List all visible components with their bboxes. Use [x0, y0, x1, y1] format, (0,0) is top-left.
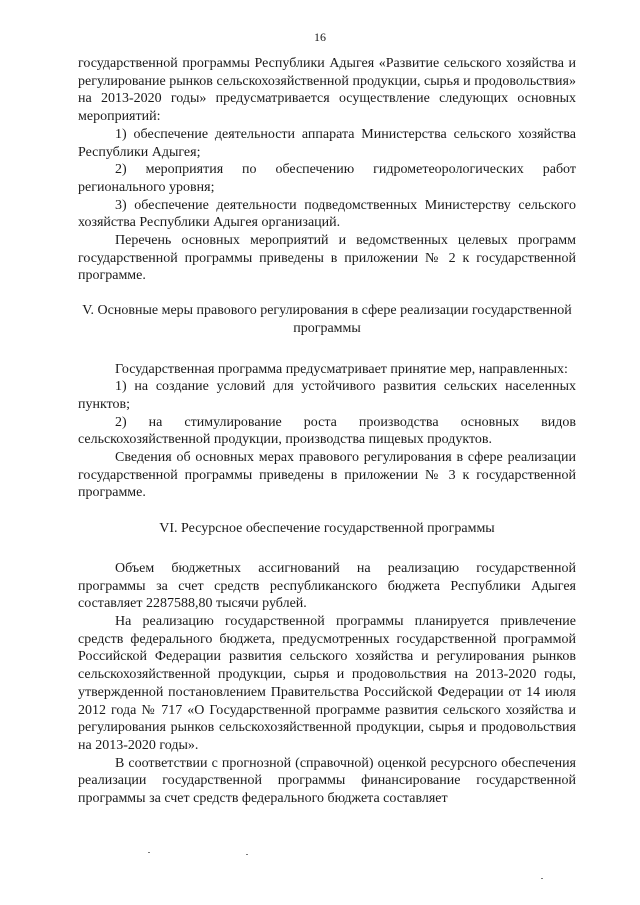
scan-speck — [541, 878, 543, 879]
scan-speck — [148, 852, 150, 853]
section-heading-vi: VI. Ресурсное обеспечение государственной программы — [159, 521, 495, 537]
paragraph-measures-appendix: Перечень основных мероприятий и ведомственных целевых программ государственной программы приведены в приложении № 2 к государственной программе. — [78, 233, 576, 284]
list-item-measure-2: 2) мероприятия по обеспечению гидрометеорологических работ регионального уровня; — [78, 162, 576, 195]
document-body — [78, 55, 576, 808]
paragraph-federal-funds: На реализацию государственной программы планируется привлечение средств федерального бюджета, предусмотренных государственной программой Российской Федерации развития сельского хозяйства и регулирования рынков сельскохозяйственной продукции, сырья и продовольствия на 2013-2020 годы, утвержденной постановлением Правительства Российской Федерации от 14 июля 2012 года № 717 «О Государственной программе развития сельского хозяйства и регулирования рынков сельскохозяйственной продукции, сырья и продовольствия на 2013-2020 годы». — [78, 613, 576, 753]
paragraph-regulation-intro: Государственная программа предусматривает принятие мер, направленных: — [115, 361, 568, 377]
section-heading-v: V. Основные меры правового регулирования в сфере реализации государственной программы — [82, 303, 572, 336]
list-item-measure-3: 3) обеспечение деятельности подведомственных Министерству сельского хозяйства Республики Адыгея организаций. — [78, 197, 576, 231]
page-number: 16 — [314, 30, 326, 44]
paragraph-program-measures: государственной программы Республики Адыгея «Развитие сельского хозяйства и регулирование рынков сельскохозяйственной продукции, сырья и продовольствия» на 2013-2020 годы» предусматривается осуществление следующих основных мероприятий: — [78, 56, 576, 125]
paragraph-budget-allocations: Объем бюджетных ассигнований на реализацию государственной программы за счет средств республиканского бюджета Республики Адыгея составляет 2287588,80 тысячи рублей. — [78, 560, 576, 612]
paragraph-regulation-appendix: Сведения об основных мерах правового регулирования в сфере реализации государственной программы приведены в приложении № 3 к государственной программе. — [78, 450, 576, 501]
list-item-measure-1: 1) обеспечение деятельности аппарата Министерства сельского хозяйства Республики Адыгея; — [78, 126, 576, 160]
scan-speck — [246, 854, 248, 855]
list-item-regulation-1: 1) на создание условий для устойчивого развития сельских населенных пунктов; — [78, 379, 576, 412]
list-item-regulation-2: 2) на стимулирование роста производства основных видов сельскохозяйственной продукции, производства пищевых продуктов. — [78, 414, 576, 448]
paragraph-federal-forecast: В соответствии с прогнозной (справочной) оценкой ресурсного обеспечения реализации государственной программы финансирование государственной программы за счет средств федерального бюджета составляет — [78, 755, 576, 807]
